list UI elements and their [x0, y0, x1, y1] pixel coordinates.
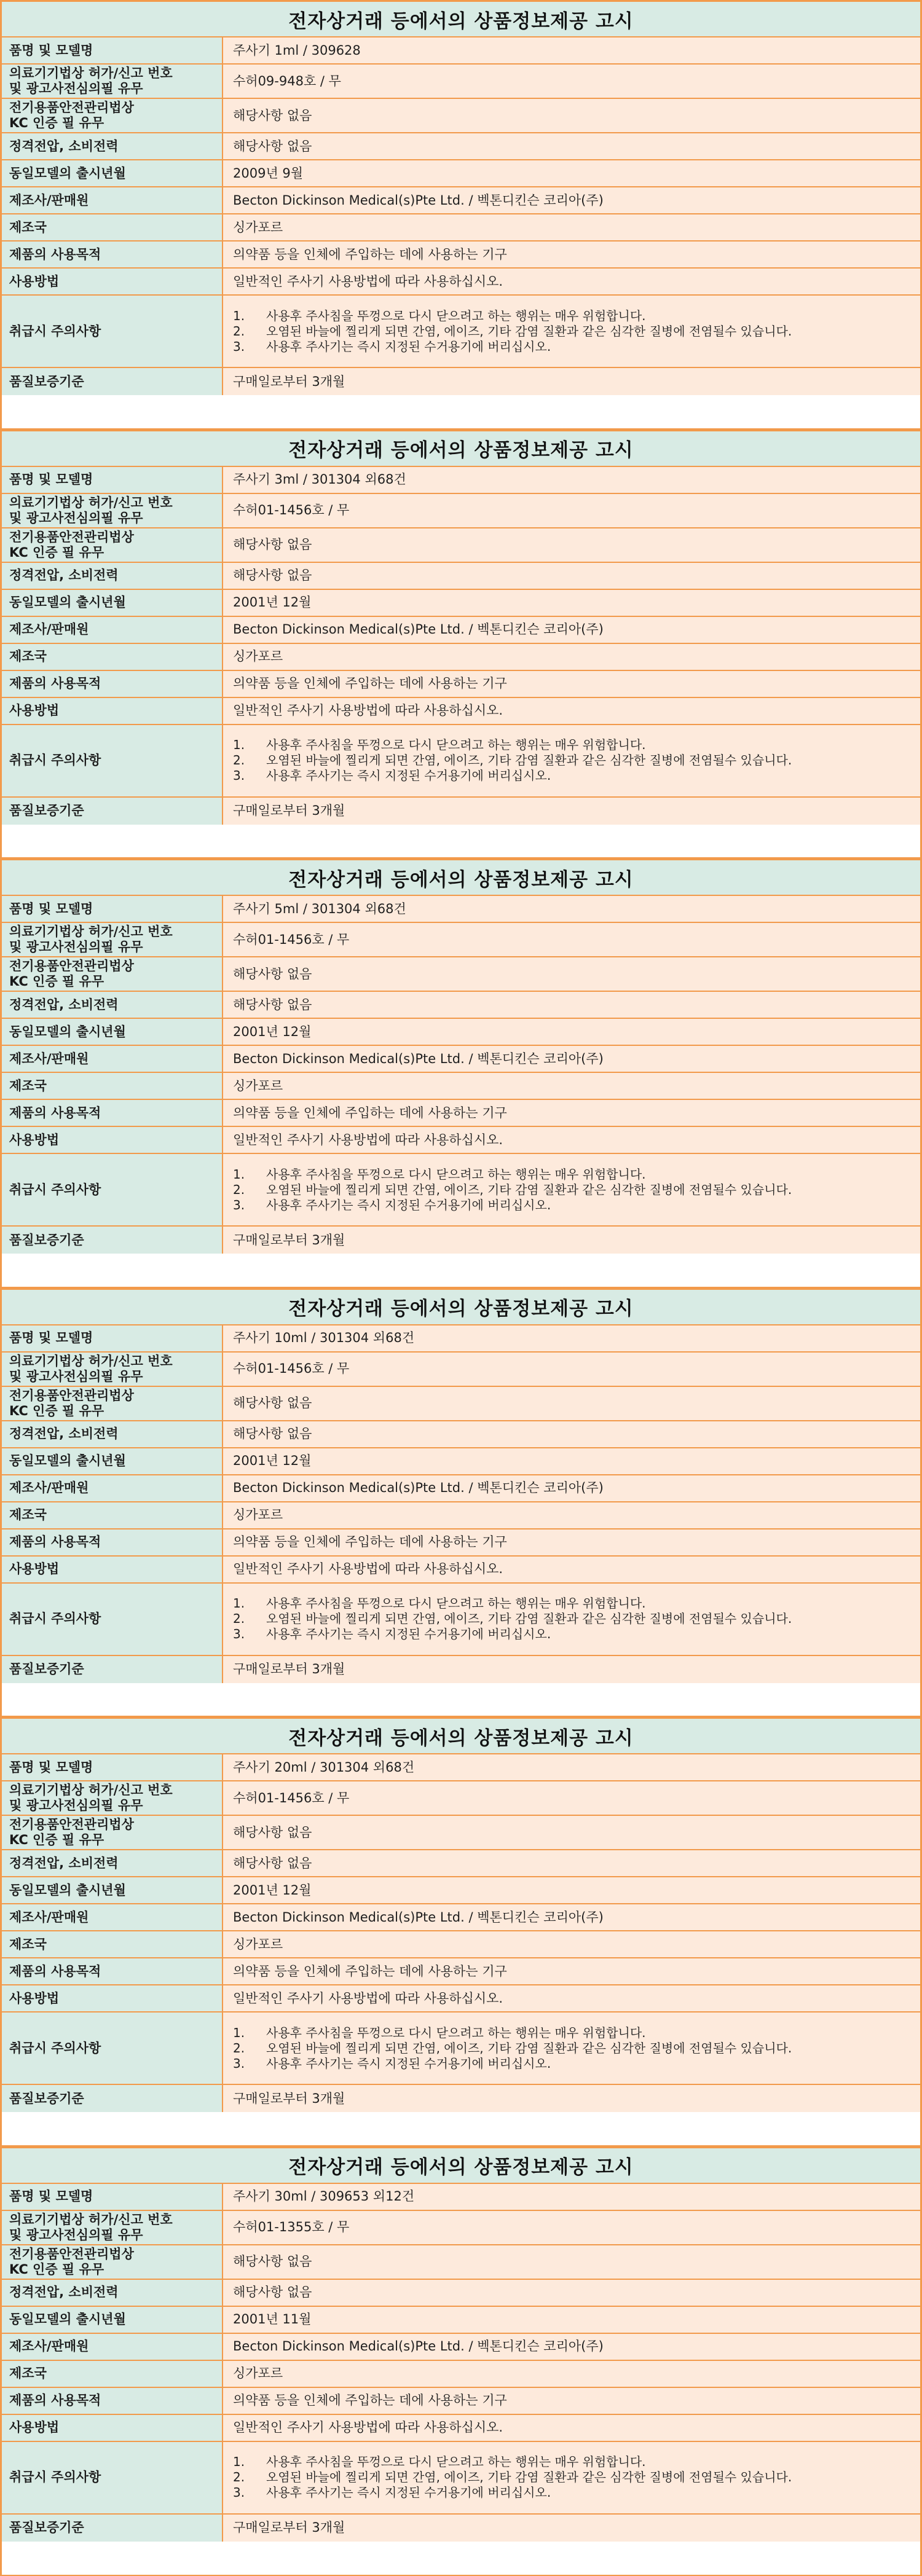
country-label: 제조국 [2, 1502, 223, 1528]
row-product [2, 896, 920, 923]
row-maker [2, 617, 920, 644]
maker-label: 제조사/판매원 [2, 187, 223, 213]
release-value: 2009년 9월 [223, 160, 920, 186]
release-label: 동일모델의 출시년월 [2, 160, 223, 186]
row-kc [2, 99, 920, 133]
country-value: 싱가포르 [223, 2361, 920, 2387]
usage-value: 일반적인 주사기 사용방법에 따라 사용하십시오. [223, 698, 920, 724]
caution-number: 2. [233, 2040, 245, 2056]
caution-text: 사용후 주사기는 즉시 지정된 수거용기에 버리십시오. [266, 768, 551, 783]
release-value: 2001년 12월 [223, 1019, 920, 1045]
row-power [2, 133, 920, 160]
product-value: 주사기 30ml / 309653 외12건 [223, 2184, 920, 2210]
caution-item [233, 768, 910, 783]
power-value: 해당사항 없음 [223, 563, 920, 589]
caution-number: 3. [233, 339, 245, 354]
caution-number: 1. [233, 308, 245, 323]
row-product [2, 37, 920, 65]
notice-title: 전자상거래 등에서의 상품정보제공 고시 [2, 1290, 920, 1325]
row-usage [2, 1127, 920, 1154]
row-product [2, 1754, 920, 1781]
caution-item [233, 324, 910, 339]
row-caution [2, 1584, 920, 1656]
release-label: 동일모델의 출시년월 [2, 590, 223, 616]
caution-text: 사용후 주사기는 즉시 지정된 수거용기에 버리십시오. [266, 1627, 551, 1642]
country-label: 제조국 [2, 1931, 223, 1957]
row-release [2, 160, 920, 187]
row-usage [2, 1985, 920, 2012]
row-country [2, 1502, 920, 1530]
caution-item [233, 2470, 910, 2485]
caution-text: 사용후 주사침을 뚜껑으로 다시 닫으려고 하는 행위는 매우 위험합니다. [266, 737, 646, 753]
permit-value: 수허01-1456호 / 무 [223, 923, 920, 956]
caution-item [233, 1198, 910, 1213]
caution-number: 3. [233, 768, 245, 783]
caution-text: 사용후 주사침을 뚜껑으로 다시 닫으려고 하는 행위는 매우 위험합니다. [266, 1596, 646, 1611]
row-usage [2, 698, 920, 725]
product-info-table [0, 1288, 922, 1718]
row-product [2, 2184, 920, 2211]
caution-number: 2. [233, 1182, 245, 1197]
row-kc [2, 528, 920, 563]
caution-item [233, 2485, 910, 2500]
maker-value: Becton Dickinson Medical(s)Pte Ltd. / 벡톤디킨슨 코리아(주) [223, 1046, 920, 1072]
row-permit [2, 2211, 920, 2245]
caution-item [233, 2056, 910, 2071]
caution-text: 오염된 바늘에 찔리게 되면 간염, 에이즈, 기타 감염 질환과 같은 심각한 질병에 전염될수 있습니다. [266, 753, 792, 768]
release-value: 2001년 12월 [223, 1877, 920, 1903]
caution-item [233, 1627, 910, 1642]
row-kc [2, 957, 920, 992]
product-label: 품명 및 모델명 [2, 1754, 223, 1780]
power-value: 해당사항 없음 [223, 2280, 920, 2306]
notice-title: 전자상거래 등에서의 상품정보제공 고시 [2, 2148, 920, 2184]
caution-list [233, 2454, 910, 2500]
caution-item [233, 2454, 910, 2470]
caution-text: 사용후 주사침을 뚜껑으로 다시 닫으려고 하는 행위는 매우 위험합니다. [266, 308, 646, 323]
usage-value: 일반적인 주사기 사용방법에 따라 사용하십시오. [223, 2415, 920, 2441]
purpose-label: 제품의 사용목적 [2, 2388, 223, 2414]
usage-value: 일반적인 주사기 사용방법에 따라 사용하십시오. [223, 1557, 920, 1582]
release-value: 2001년 11월 [223, 2307, 920, 2333]
purpose-label: 제품의 사용목적 [2, 671, 223, 697]
usage-label: 사용방법 [2, 1985, 223, 2011]
row-power [2, 2280, 920, 2307]
row-power [2, 563, 920, 590]
power-value: 해당사항 없음 [223, 1850, 920, 1876]
product-label: 품명 및 모델명 [2, 37, 223, 63]
release-label: 동일모델의 출시년월 [2, 1019, 223, 1045]
row-kc [2, 2245, 920, 2280]
purpose-value: 의약품 등을 인체에 주입하는 데에 사용하는 기구 [223, 2388, 920, 2414]
row-warranty [2, 2085, 920, 2112]
warranty-label: 품질보증기준 [2, 1227, 223, 1254]
caution-number: 1. [233, 737, 245, 753]
caution-item [233, 1611, 910, 1627]
maker-label: 제조사/판매원 [2, 1904, 223, 1930]
product-info-table [0, 858, 922, 1288]
usage-label: 사용방법 [2, 2415, 223, 2441]
caution-text: 사용후 주사침을 뚜껑으로 다시 닫으려고 하는 행위는 매우 위험합니다. [266, 2454, 646, 2470]
maker-value: Becton Dickinson Medical(s)Pte Ltd. / 벡톤디킨슨 코리아(주) [223, 2334, 920, 2360]
product-label: 품명 및 모델명 [2, 2184, 223, 2210]
permit-label: 의료기기법상 허가/신고 번호 및 광고사전심의필 유무 [2, 65, 223, 98]
caution-item [233, 2041, 910, 2056]
row-product [2, 1325, 920, 1353]
row-maker [2, 1904, 920, 1931]
power-label: 정격전압, 소비전력 [2, 992, 223, 1018]
release-value: 2001년 12월 [223, 590, 920, 616]
product-info-table [0, 1717, 922, 2146]
product-value: 주사기 10ml / 301304 외68건 [223, 1325, 920, 1351]
power-label: 정격전압, 소비전력 [2, 1850, 223, 1876]
row-release [2, 2307, 920, 2334]
kc-value: 해당사항 없음 [223, 1387, 920, 1420]
row-power [2, 992, 920, 1019]
purpose-label: 제품의 사용목적 [2, 1530, 223, 1555]
row-purpose [2, 2388, 920, 2415]
release-value: 2001년 12월 [223, 1448, 920, 1474]
permit-value: 수허01-1456호 / 무 [223, 1781, 920, 1815]
caution-item [233, 1596, 910, 1611]
caution-text: 오염된 바늘에 찔리게 되면 간염, 에이즈, 기타 감염 질환과 같은 심각한 질병에 전염될수 있습니다. [266, 2470, 792, 2485]
caution-number: 3. [233, 2485, 245, 2500]
product-value: 주사기 5ml / 301304 외68건 [223, 896, 920, 922]
caution-value [223, 296, 920, 367]
power-label: 정격전압, 소비전력 [2, 1421, 223, 1447]
row-power [2, 1850, 920, 1877]
kc-value: 해당사항 없음 [223, 528, 920, 562]
purpose-value: 의약품 등을 인체에 주입하는 데에 사용하는 기구 [223, 1100, 920, 1126]
caution-list [233, 1596, 910, 1642]
row-purpose [2, 242, 920, 269]
row-usage [2, 269, 920, 296]
permit-value: 수허01-1456호 / 무 [223, 494, 920, 527]
kc-value: 해당사항 없음 [223, 1816, 920, 1849]
caution-number: 1. [233, 1596, 245, 1611]
row-country [2, 1073, 920, 1100]
usage-label: 사용방법 [2, 1127, 223, 1153]
kc-label: 전기용품안전관리법상 KC 인증 필 유무 [2, 957, 223, 991]
row-release [2, 1019, 920, 1046]
country-label: 제조국 [2, 1073, 223, 1099]
row-warranty [2, 2515, 920, 2542]
product-info-table [0, 2146, 922, 2576]
caution-number: 1. [233, 2025, 245, 2040]
country-value: 싱가포르 [223, 1073, 920, 1099]
product-info-table [0, 0, 922, 430]
caution-item [233, 1167, 910, 1182]
maker-value: Becton Dickinson Medical(s)Pte Ltd. / 벡톤디킨슨 코리아(주) [223, 187, 920, 213]
caution-value [223, 2442, 920, 2513]
power-label: 정격전압, 소비전력 [2, 133, 223, 159]
warranty-label: 품질보증기준 [2, 798, 223, 825]
purpose-value: 의약품 등을 인체에 주입하는 데에 사용하는 기구 [223, 1530, 920, 1555]
row-release [2, 1448, 920, 1475]
caution-text: 사용후 주사침을 뚜껑으로 다시 닫으려고 하는 행위는 매우 위험합니다. [266, 1166, 646, 1182]
row-product [2, 467, 920, 494]
warranty-value: 구매일로부터 3개월 [223, 1227, 920, 1254]
product-value: 주사기 20ml / 301304 외68건 [223, 1754, 920, 1780]
purpose-value: 의약품 등을 인체에 주입하는 데에 사용하는 기구 [223, 1958, 920, 1984]
warranty-label: 품질보증기준 [2, 2085, 223, 2112]
row-release [2, 590, 920, 617]
power-label: 정격전압, 소비전력 [2, 563, 223, 589]
permit-label: 의료기기법상 허가/신고 번호 및 광고사전심의필 유무 [2, 1353, 223, 1386]
purpose-value: 의약품 등을 인체에 주입하는 데에 사용하는 기구 [223, 671, 920, 697]
kc-value: 해당사항 없음 [223, 957, 920, 991]
kc-label: 전기용품안전관리법상 KC 인증 필 유무 [2, 528, 223, 562]
caution-item [233, 2025, 910, 2041]
purpose-label: 제품의 사용목적 [2, 1958, 223, 1984]
caution-number: 2. [233, 1611, 245, 1627]
power-label: 정격전압, 소비전력 [2, 2280, 223, 2306]
caution-number: 3. [233, 2056, 245, 2071]
row-kc [2, 1387, 920, 1421]
release-label: 동일모델의 출시년월 [2, 1448, 223, 1474]
maker-value: Becton Dickinson Medical(s)Pte Ltd. / 벡톤디킨슨 코리아(주) [223, 1904, 920, 1930]
row-country [2, 2361, 920, 2388]
purpose-label: 제품의 사용목적 [2, 242, 223, 267]
kc-label: 전기용품안전관리법상 KC 인증 필 유무 [2, 2245, 223, 2279]
kc-value: 해당사항 없음 [223, 99, 920, 132]
caution-label: 취급시 주의사항 [2, 296, 223, 367]
warranty-label: 품질보증기준 [2, 2515, 223, 2542]
row-maker [2, 1046, 920, 1073]
row-caution [2, 725, 920, 798]
row-warranty [2, 368, 920, 395]
country-label: 제조국 [2, 2361, 223, 2387]
row-warranty [2, 1227, 920, 1254]
row-permit [2, 494, 920, 528]
power-value: 해당사항 없음 [223, 992, 920, 1018]
notice-title: 전자상거래 등에서의 상품정보제공 고시 [2, 2, 920, 37]
caution-value [223, 2012, 920, 2084]
kc-label: 전기용품안전관리법상 KC 인증 필 유무 [2, 1387, 223, 1420]
country-label: 제조국 [2, 214, 223, 240]
caution-number: 2. [233, 2470, 245, 2485]
product-label: 품명 및 모델명 [2, 1325, 223, 1351]
row-maker [2, 1475, 920, 1502]
usage-value: 일반적인 주사기 사용방법에 따라 사용하십시오. [223, 269, 920, 294]
caution-list [233, 308, 910, 355]
caution-text: 오염된 바늘에 찔리게 되면 간염, 에이즈, 기타 감염 질환과 같은 심각한 질병에 전염될수 있습니다. [266, 2040, 792, 2056]
row-purpose [2, 1958, 920, 1985]
usage-label: 사용방법 [2, 269, 223, 294]
caution-label: 취급시 주의사항 [2, 725, 223, 796]
row-country [2, 644, 920, 671]
caution-list [233, 2025, 910, 2071]
caution-text: 오염된 바늘에 찔리게 되면 간염, 에이즈, 기타 감염 질환과 같은 심각한 질병에 전염될수 있습니다. [266, 1182, 792, 1197]
caution-text: 사용후 주사기는 즉시 지정된 수거용기에 버리십시오. [266, 1197, 551, 1212]
row-permit [2, 1353, 920, 1387]
caution-label: 취급시 주의사항 [2, 1154, 223, 1225]
caution-text: 사용후 주사기는 즉시 지정된 수거용기에 버리십시오. [266, 2056, 551, 2071]
row-usage [2, 1557, 920, 1584]
row-country [2, 1931, 920, 1958]
kc-label: 전기용품안전관리법상 KC 인증 필 유무 [2, 99, 223, 132]
permit-label: 의료기기법상 허가/신고 번호 및 광고사전심의필 유무 [2, 923, 223, 956]
caution-label: 취급시 주의사항 [2, 1584, 223, 1655]
notice-title: 전자상거래 등에서의 상품정보제공 고시 [2, 1719, 920, 1754]
caution-number: 2. [233, 323, 245, 339]
permit-label: 의료기기법상 허가/신고 번호 및 광고사전심의필 유무 [2, 1781, 223, 1815]
permit-value: 수허01-1355호 / 무 [223, 2211, 920, 2244]
country-value: 싱가포르 [223, 1502, 920, 1528]
row-warranty [2, 1656, 920, 1683]
maker-label: 제조사/판매원 [2, 2334, 223, 2360]
permit-value: 수허09-948호 / 무 [223, 65, 920, 98]
caution-number: 1. [233, 2454, 245, 2470]
caution-value [223, 1154, 920, 1225]
maker-label: 제조사/판매원 [2, 1046, 223, 1072]
maker-label: 제조사/판매원 [2, 1475, 223, 1501]
caution-text: 오염된 바늘에 찔리게 되면 간염, 에이즈, 기타 감염 질환과 같은 심각한 질병에 전염될수 있습니다. [266, 323, 792, 339]
release-label: 동일모델의 출시년월 [2, 2307, 223, 2333]
maker-label: 제조사/판매원 [2, 617, 223, 643]
usage-label: 사용방법 [2, 698, 223, 724]
notice-title: 전자상거래 등에서의 상품정보제공 고시 [2, 431, 920, 467]
row-release [2, 1877, 920, 1904]
caution-item [233, 1182, 910, 1198]
caution-item [233, 339, 910, 355]
maker-value: Becton Dickinson Medical(s)Pte Ltd. / 벡톤디킨슨 코리아(주) [223, 617, 920, 643]
row-permit [2, 65, 920, 99]
warranty-value: 구매일로부터 3개월 [223, 1656, 920, 1683]
caution-number: 3. [233, 1197, 245, 1212]
power-value: 해당사항 없음 [223, 1421, 920, 1447]
warranty-value: 구매일로부터 3개월 [223, 798, 920, 825]
usage-label: 사용방법 [2, 1557, 223, 1582]
row-purpose [2, 671, 920, 698]
row-caution [2, 2442, 920, 2515]
row-country [2, 214, 920, 242]
row-maker [2, 187, 920, 214]
product-value: 주사기 1ml / 309628 [223, 37, 920, 63]
row-permit [2, 1781, 920, 1816]
caution-number: 1. [233, 1166, 245, 1182]
warranty-value: 구매일로부터 3개월 [223, 368, 920, 395]
row-purpose [2, 1530, 920, 1557]
product-label: 품명 및 모델명 [2, 896, 223, 922]
caution-item [233, 753, 910, 768]
row-permit [2, 923, 920, 957]
caution-item [233, 308, 910, 324]
maker-value: Becton Dickinson Medical(s)Pte Ltd. / 벡톤디킨슨 코리아(주) [223, 1475, 920, 1501]
row-caution [2, 1154, 920, 1227]
permit-value: 수허01-1456호 / 무 [223, 1353, 920, 1386]
caution-number: 3. [233, 1627, 245, 1642]
usage-value: 일반적인 주사기 사용방법에 따라 사용하십시오. [223, 1985, 920, 2011]
warranty-label: 품질보증기준 [2, 1656, 223, 1683]
country-label: 제조국 [2, 644, 223, 670]
warranty-label: 품질보증기준 [2, 368, 223, 395]
caution-list [233, 737, 910, 783]
country-value: 싱가포르 [223, 214, 920, 240]
notice-title: 전자상거래 등에서의 상품정보제공 고시 [2, 860, 920, 896]
power-value: 해당사항 없음 [223, 133, 920, 159]
caution-value [223, 725, 920, 796]
purpose-label: 제품의 사용목적 [2, 1100, 223, 1126]
row-caution [2, 296, 920, 368]
kc-value: 해당사항 없음 [223, 2245, 920, 2279]
product-value: 주사기 3ml / 301304 외68건 [223, 467, 920, 493]
row-power [2, 1421, 920, 1448]
row-kc [2, 1816, 920, 1850]
permit-label: 의료기기법상 허가/신고 번호 및 광고사전심의필 유무 [2, 494, 223, 527]
product-label: 품명 및 모델명 [2, 467, 223, 493]
country-value: 싱가포르 [223, 1931, 920, 1957]
warranty-value: 구매일로부터 3개월 [223, 2515, 920, 2542]
caution-text: 사용후 주사침을 뚜껑으로 다시 닫으려고 하는 행위는 매우 위험합니다. [266, 2025, 646, 2040]
caution-item [233, 737, 910, 753]
caution-text: 오염된 바늘에 찔리게 되면 간염, 에이즈, 기타 감염 질환과 같은 심각한 질병에 전염될수 있습니다. [266, 1611, 792, 1627]
product-info-table [0, 430, 922, 859]
kc-label: 전기용품안전관리법상 KC 인증 필 유무 [2, 1816, 223, 1849]
country-value: 싱가포르 [223, 644, 920, 670]
usage-value: 일반적인 주사기 사용방법에 따라 사용하십시오. [223, 1127, 920, 1153]
release-label: 동일모델의 출시년월 [2, 1877, 223, 1903]
row-purpose [2, 1100, 920, 1127]
permit-label: 의료기기법상 허가/신고 번호 및 광고사전심의필 유무 [2, 2211, 223, 2244]
row-warranty [2, 798, 920, 825]
caution-number: 2. [233, 753, 245, 768]
caution-list [233, 1167, 910, 1213]
caution-value [223, 1584, 920, 1655]
row-usage [2, 2415, 920, 2442]
caution-label: 취급시 주의사항 [2, 2012, 223, 2084]
row-caution [2, 2012, 920, 2085]
caution-text: 사용후 주사기는 즉시 지정된 수거용기에 버리십시오. [266, 2485, 551, 2500]
caution-label: 취급시 주의사항 [2, 2442, 223, 2513]
row-maker [2, 2334, 920, 2361]
warranty-value: 구매일로부터 3개월 [223, 2085, 920, 2112]
purpose-value: 의약품 등을 인체에 주입하는 데에 사용하는 기구 [223, 242, 920, 267]
caution-text: 사용후 주사기는 즉시 지정된 수거용기에 버리십시오. [266, 339, 551, 354]
